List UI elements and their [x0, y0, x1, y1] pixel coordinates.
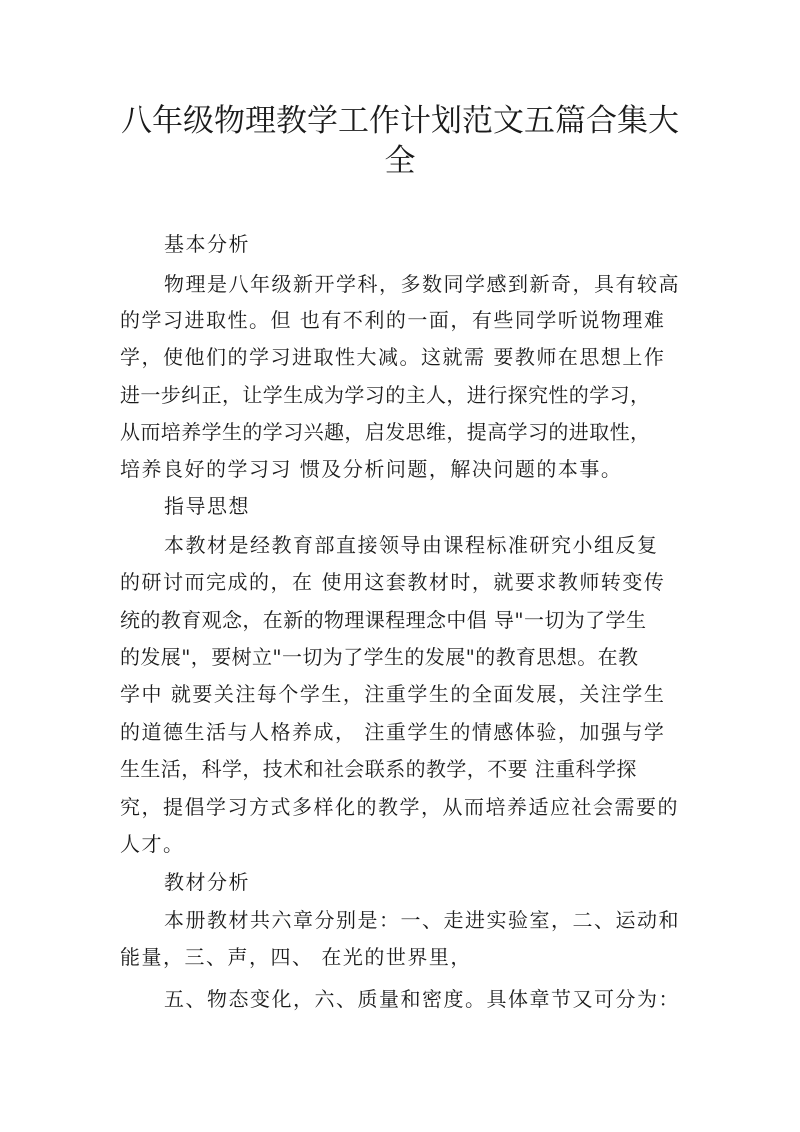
paragraph-line: 生生活，科学，技术和社会联系的教学，不要 注重科学探: [120, 757, 637, 781]
section-heading-textbook-analysis: 教材分析: [164, 870, 250, 894]
paragraph-line: 学中 就要关注每个学生，注重学生的全面发展，关注学生: [120, 682, 666, 706]
paragraph-line: 学，使他们的学习进取性大减。这就需 要教师在思想上作: [120, 345, 666, 369]
paragraph-line: 从而培养学生的学习兴趣，启发思维，提高学习的进取性，: [120, 420, 651, 444]
paragraph-line: 的发展"，要树立"一切为了学生的发展"的教育思想。在教: [120, 645, 639, 669]
paragraph-line: 进一步纠正，让学生成为学习的主人，进行探究性的学习，: [120, 383, 651, 407]
section-heading-guiding-ideology: 指导思想: [164, 494, 250, 518]
paragraph-line: 的学习进取性。但 也有不利的一面，有些同学听说物理难: [120, 308, 666, 332]
paragraph-line: 物理是八年级新开学科，多数同学感到新奇，具有较高: [164, 272, 680, 296]
paragraph-line: 的道德生活与人格养成， 注重学生的情感体验，加强与学: [120, 720, 666, 744]
paragraph-line: 统的教育观念，在新的物理课程理念中倡 导"一切为了学生: [120, 608, 647, 632]
paragraph-line: 培养良好的学习习 惯及分析问题，解决问题的本事。: [120, 457, 623, 481]
paragraph-line: 的研讨而完成的，在 使用这套教材时，就要求教师转变传: [120, 570, 666, 594]
paragraph-line: 本册教材共六章分别是：一、走进实验室，二、运动和: [164, 908, 680, 932]
document-title-line-2: 全: [384, 143, 416, 179]
paragraph-line: 本教材是经教育部直接领导由课程标准研究小组反复: [164, 533, 659, 557]
document-title-line-1: 八年级物理教学工作计划范文五篇合集大: [121, 103, 679, 139]
paragraph-line: 究，提倡学习方式多样化的教学，从而培养适应社会需要的: [120, 795, 679, 819]
section-heading-basic-analysis: 基本分析: [164, 232, 250, 256]
paragraph-line: 人才。: [120, 832, 185, 856]
paragraph-line: 能量，三、声，四、 在光的世界里，: [120, 945, 472, 969]
paragraph-line: 五、物态变化，六、质量和密度。具体章节又可分为：: [164, 987, 680, 1011]
